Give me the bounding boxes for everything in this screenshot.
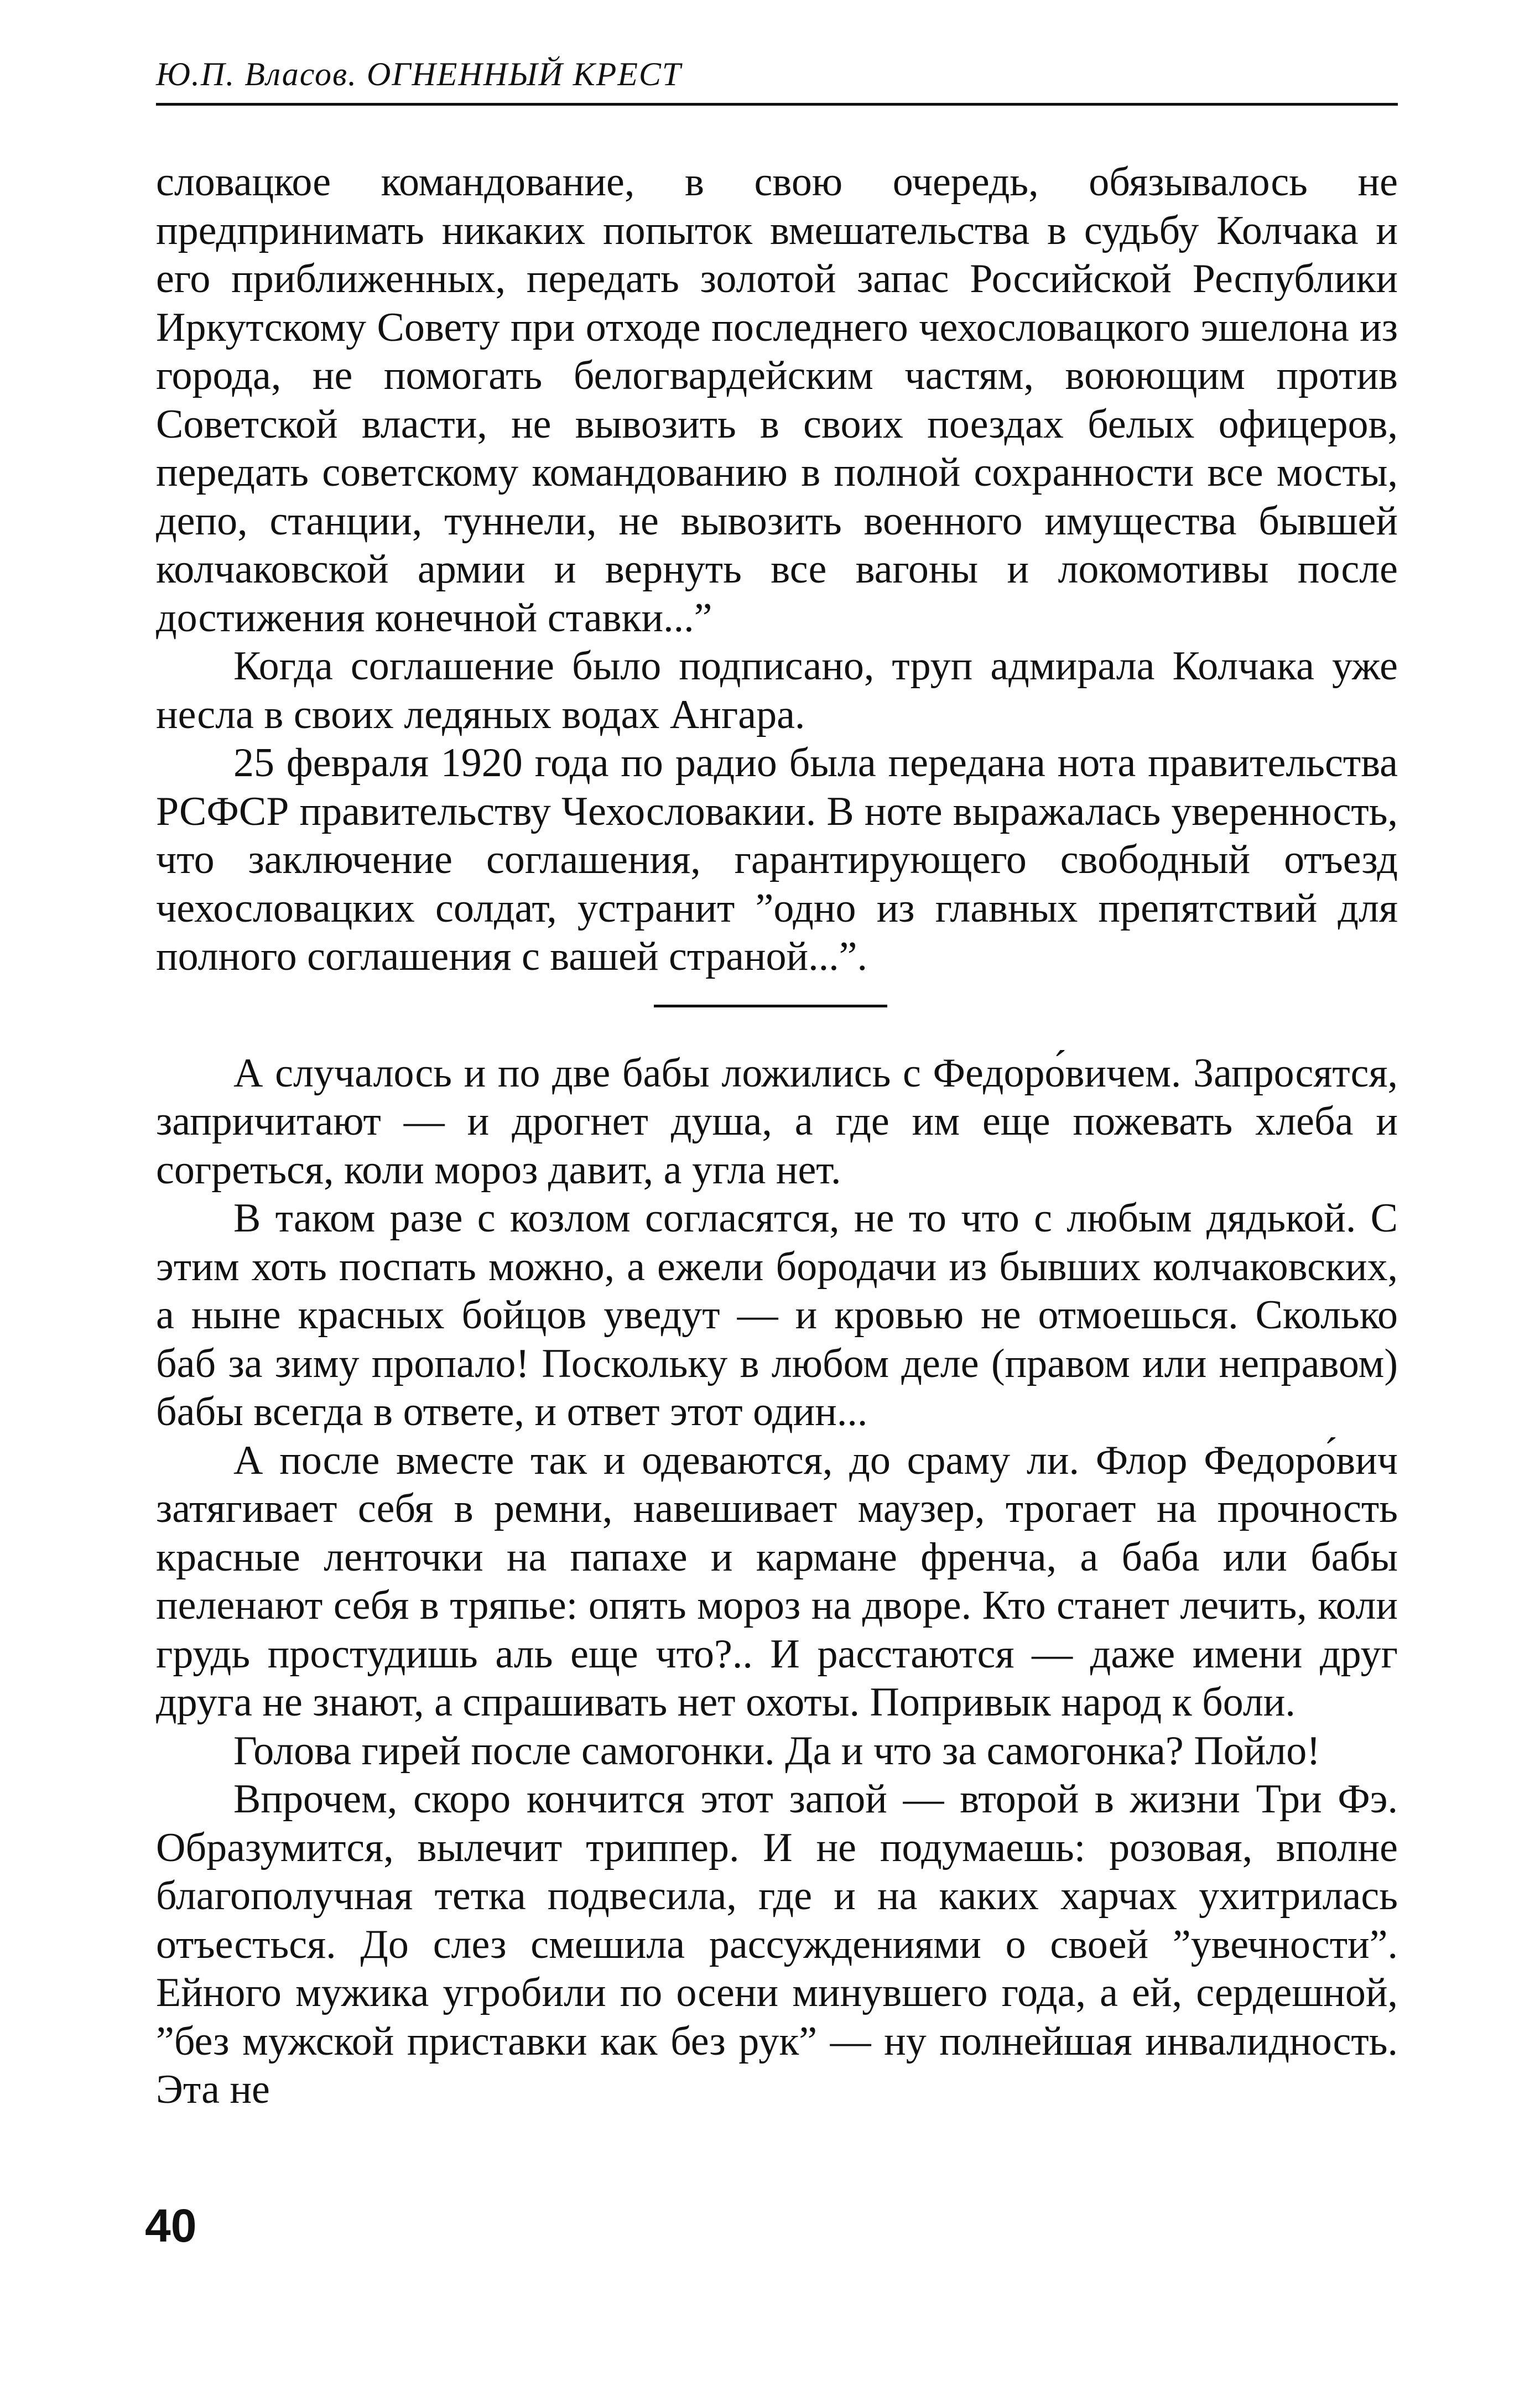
paragraph-4: А случалось и по две бабы ложились с Федоро́вичем. Запросятся, запричитают — и дрогнет душа, а где им еще пожевать хлеба и согреться, коли мороз давит, а угла нет.	[156, 1050, 1398, 1193]
paragraph-8: Впрочем, скоро кончится этот запой — второй в жизни Три Фэ. Образумится, вылечит триппер. И не подумаешь: розовая, вполне благополучная тетка подвесила, где и на каких харчах ухитрилась отъесться. До слез смешила рассуждениями о своей ”увечности”. Ейного мужика угробили по осени минувшего года, а ей, сердешной, ”без мужской приставки как без рук” — ну полнейшая инвалидность. Эта не	[156, 1776, 1398, 2112]
paragraph-1: словацкое командование, в свою очередь, обязывалось не предпринимать никаких попыток вмешательства в судьбу Колчака и его приближенных, передать золотой запас Российской Республики Иркутскому Совету при отходе последнего чехословацкого эшелона из города, не помогать белогвардейским частям, воюющим против Советской власти, не вывозить в своих поездах белых офицеров, передать советскому командованию в полной сохранности все мосты, депо, станции, туннели, не вывозить военного имущества бывшей колчаковской армии и вернуть все вагоны и локомотивы после достижения конечной ставки...”	[156, 159, 1398, 641]
header-rule	[156, 103, 1398, 106]
body-text	[156, 158, 1398, 2114]
running-title: Ю.П. Власов. ОГНЕННЫЙ КРЕСТ	[156, 56, 682, 92]
paragraph-5: В таком разе с козлом согласятся, не то что с любым дядькой. С этим хоть поспать можно, а ежели бородачи из бывших колчаковских, а ныне красных бойцов уведут — и кровью не отмоешься. Сколько баб за зиму пропало! Поскольку в любом деле (правом или неправом) бабы всегда в ответе, и ответ этот один...	[156, 1196, 1398, 1435]
paragraph-3: 25 февраля 1920 года по радио была передана нота правительства РСФСР правительству Чехословакии. В ноте выражалась уверенность, что заключение соглашения, гарантирующего свободный отъезд чехословацких солдат, устранит ”одно из главных препятствий для полного соглашения с вашей страной...”.	[156, 740, 1398, 979]
page-number: 40	[145, 2200, 197, 2252]
paragraph-7: Голова гирей после самогонки. Да и что за самогонка? Пойло!	[233, 1728, 1320, 1774]
paragraph-6: А после вместе так и одеваются, до сраму ли. Флор Федоро́вич затягивает себя в ремни, навешивает маузер, трогает на прочность красные ленточки на папахе и кармане френча, а баба или бабы пеленают себя в тряпье: опять мороз на дворе. Кто станет лечить, коли грудь простудишь аль еще что?.. И расстаются — даже имени друг друга не знают, а спрашивать нет охоты. Попривык народ к боли.	[156, 1437, 1398, 1725]
paragraph-2: Когда соглашение было подписано, труп адмирала Колчака уже несла в своих ледяных водах Ангара.	[156, 643, 1398, 737]
